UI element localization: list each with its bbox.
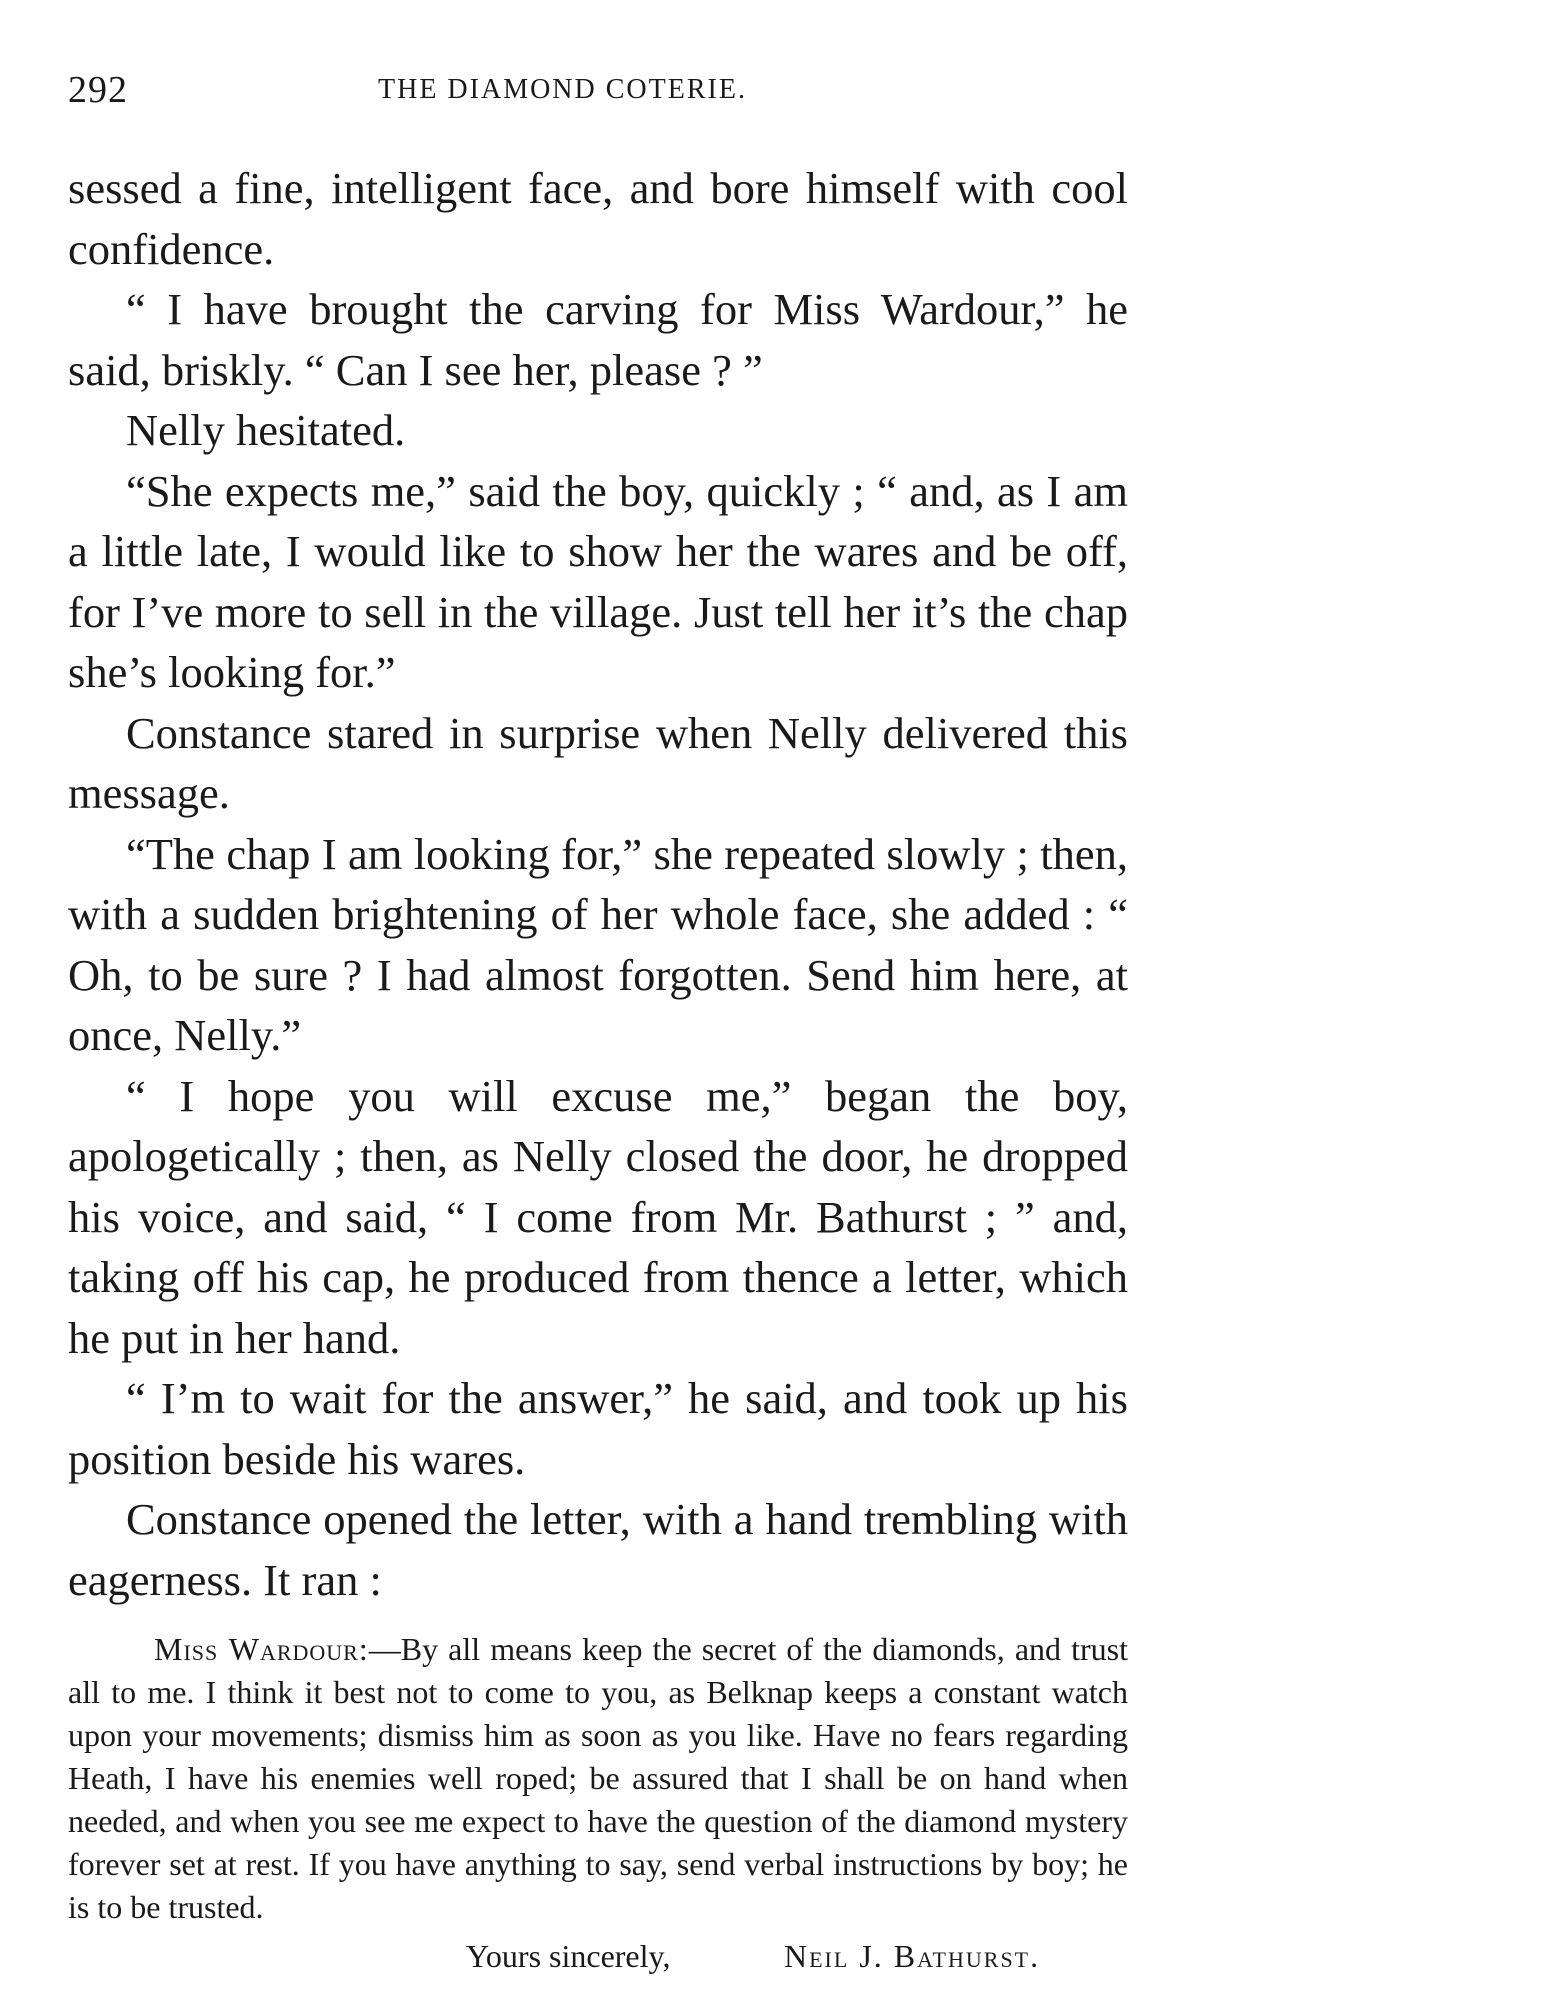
running-title: THE DIAMOND COTERIE. bbox=[378, 74, 747, 105]
paragraph: Constance opened the letter, with a hand trembling with eagerness. It ran : bbox=[68, 1494, 1128, 1605]
letter-body-paragraph bbox=[68, 1628, 1128, 1929]
paragraph: “She expects me,” said the boy, quickly ; “ and, as I am a little late, I would like to show her the wares and be off, for I’ve more to sell in the village. Just tell her it’s the chap she’s looking for.” bbox=[68, 465, 1128, 697]
letter-signature: Neil J. Bathurst. bbox=[784, 1938, 1041, 1974]
paragraph: Nelly hesitated. bbox=[126, 405, 406, 455]
paragraph: “ I have brought the carving for Miss Wardour,” he said, briskly. “ Can I see her, please ? ” bbox=[68, 284, 1128, 395]
paragraph: “ I’m to wait for the answer,” he said, and took up his position beside his wares. bbox=[68, 1373, 1128, 1484]
quoted-letter bbox=[68, 1628, 1128, 1978]
paragraph-continuation: sessed a fine, intelligent face, and bore himself with cool confidence. bbox=[68, 163, 1128, 274]
letter-closing: Yours sincerely, bbox=[466, 1938, 671, 1974]
page-header bbox=[68, 68, 1128, 118]
paragraph: “The chap I am looking for,” she repeated slowly ; then, with a sudden brightening of her whole face, she added : “ Oh, to be sure ? I had almost forgotten. Send him here, at once, Nelly.” bbox=[68, 828, 1128, 1060]
body-text bbox=[68, 158, 1128, 1610]
page-number: 292 bbox=[68, 69, 128, 111]
letter-body: —By all means keep the secret of the diamonds, and trust all to me. I think it best not to come to you, as Belknap keeps a constant watch upon your movements; dismiss him as soon as you like. Have no fears regarding Heath, I have his enemies well roped; be assured that I shall be on hand when needed, and when you see me expect to have the question of the diamond mystery forever set at rest. If you have anything to say, send verbal instructions by boy; he is to be trusted. bbox=[68, 1631, 1128, 1925]
paragraph: Constance stared in surprise when Nelly delivered this message. bbox=[68, 707, 1128, 818]
paragraph: “ I hope you will excuse me,” began the boy, apologetically ; then, as Nelly closed the door, he dropped his voice, and said, “ I come from Mr. Bathurst ; ” and, taking off his cap, he produced from thence a letter, which he put in her hand. bbox=[68, 1070, 1128, 1363]
letter-closing-line bbox=[68, 1935, 1128, 1978]
letter-salutation: Miss Wardour: bbox=[154, 1631, 369, 1667]
